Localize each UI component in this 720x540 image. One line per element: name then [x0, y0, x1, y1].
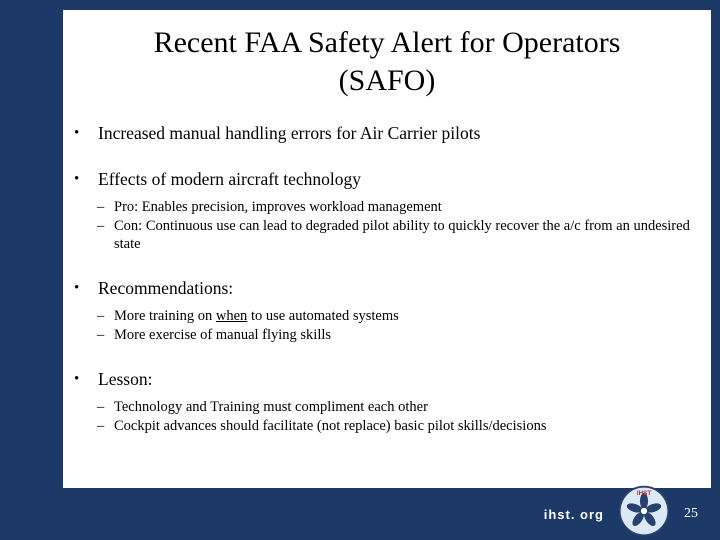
- bullet-item: [71, 123, 695, 145]
- bullet-item: [71, 369, 695, 391]
- sub-bullet-text-post: to use automated systems: [247, 308, 399, 325]
- slide: [63, 10, 711, 488]
- bullet-item: [71, 278, 695, 300]
- sub-bullet-text: Technology and Training must compliment each other: [114, 398, 428, 415]
- bullet-marker: •: [74, 280, 80, 297]
- sub-bullet-group: [97, 398, 695, 436]
- sub-bullet-marker: –: [97, 417, 105, 434]
- sub-bullet-text: Con: Continuous use can lead to degraded pilot ability to quickly recover the a/c from an undesired state: [114, 217, 690, 253]
- sub-bullet-marker: –: [97, 308, 105, 325]
- sub-bullet-text: Pro: Enables precision, improves workload management: [114, 198, 442, 215]
- sub-bullet-item: [97, 417, 695, 436]
- sub-bullet-marker: –: [97, 217, 105, 234]
- slide-title: [81, 24, 693, 99]
- title-line-2: (SAFO): [338, 63, 436, 97]
- sub-bullet-text-pre: More training on: [114, 308, 216, 325]
- bullet-marker: •: [74, 170, 80, 187]
- ihst-logo: [617, 484, 671, 538]
- sub-bullet-text: [114, 307, 695, 326]
- ihst-logo-text: IHST: [636, 489, 652, 497]
- footer-bar: [0, 488, 720, 540]
- bullet-text: Increased manual handling errors for Air Carrier pilots: [98, 123, 481, 143]
- sub-bullet-item: [97, 217, 695, 255]
- sub-bullet-marker: –: [97, 398, 105, 415]
- page-number: 25: [684, 506, 698, 521]
- sub-bullet-group: [97, 307, 695, 345]
- sub-bullet-item: [97, 398, 695, 417]
- sub-bullet-marker: –: [97, 198, 105, 215]
- bullet-text: Effects of modern aircraft technology: [98, 168, 362, 189]
- bullet-item: [71, 169, 695, 191]
- sub-bullet-item: [97, 326, 695, 345]
- bullet-text: Recommendations:: [98, 278, 234, 299]
- sub-bullet-text: More exercise of manual flying skills: [114, 327, 332, 343]
- bullet-marker: •: [74, 370, 80, 387]
- sub-bullet-group: [97, 198, 695, 255]
- bullet-text: Lesson:: [98, 368, 153, 389]
- slide-body: [71, 123, 695, 435]
- footer-site-text: ihst. org: [543, 506, 604, 522]
- sub-bullet-item: [97, 307, 695, 326]
- sub-bullet-item: [97, 198, 695, 217]
- sub-bullet-text: Cockpit advances should facilitate (not replace) basic pilot skills/decisions: [114, 417, 547, 434]
- sub-bullet-marker: –: [97, 327, 105, 343]
- sub-bullet-text-underlined: when: [215, 308, 248, 325]
- title-line-1: Recent FAA Safety Alert for Operators: [153, 26, 621, 59]
- bullet-marker: •: [74, 125, 80, 141]
